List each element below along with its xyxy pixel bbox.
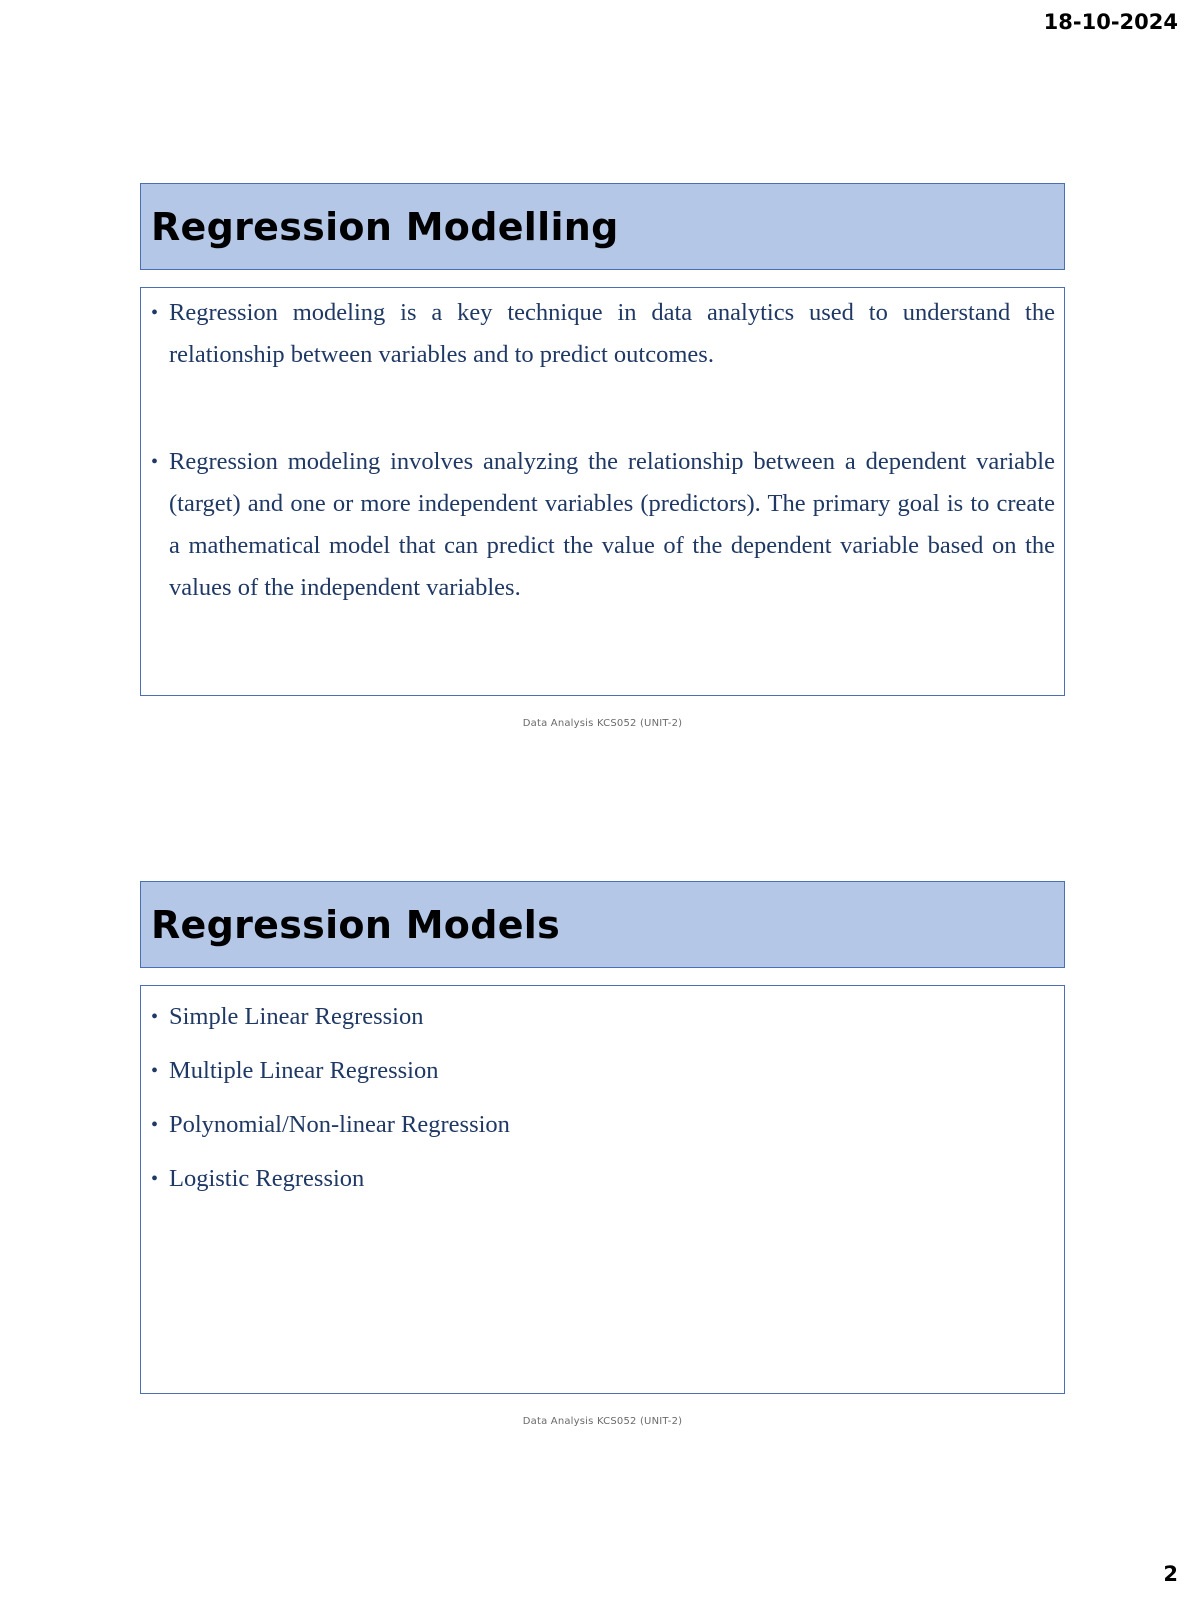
bullet-text: Multiple Linear Regression bbox=[169, 1057, 439, 1084]
bullet-icon: • bbox=[151, 1114, 159, 1136]
bullet-text: Regression modeling involves analyzing the relationship between a dependent variable (target) and one or more independent variables (predictors). The primary goal is to create a mathematical model that can predict the value of the dependent variable based on the values of the independent variables. bbox=[169, 448, 1055, 601]
bullet-item bbox=[149, 1098, 1055, 1152]
slide-title: Regression Modelling bbox=[151, 204, 619, 249]
bullet-icon: • bbox=[151, 1006, 159, 1028]
slide-content-box bbox=[140, 287, 1065, 696]
bullet-list bbox=[149, 990, 1055, 1206]
bullet-text: Polynomial/Non-linear Regression bbox=[169, 1111, 510, 1138]
bullet-item bbox=[149, 990, 1055, 1044]
slide-footer: Data Analysis KCS052 (UNIT-2) bbox=[522, 1416, 683, 1427]
slide-regression-modelling bbox=[140, 183, 1065, 729]
slide-regression-models bbox=[140, 881, 1065, 1427]
slide-title-box bbox=[140, 881, 1065, 968]
bullet-text: Simple Linear Regression bbox=[169, 1003, 424, 1030]
bullet-list bbox=[149, 292, 1055, 609]
bullet-icon: • bbox=[151, 1168, 159, 1190]
bullet-text: Regression modeling is a key technique in data analytics used to understand the relationship between variables and to predict outcomes. bbox=[169, 299, 1055, 368]
bullet-icon: • bbox=[151, 451, 159, 473]
slide-title-box bbox=[140, 183, 1065, 270]
slide-title: Regression Models bbox=[151, 902, 561, 947]
bullet-icon: • bbox=[151, 302, 159, 324]
bullet-item bbox=[149, 1044, 1055, 1098]
page-date: 18-10-2024 bbox=[1043, 10, 1178, 34]
bullet-icon: • bbox=[151, 1060, 159, 1082]
page-number: 2 bbox=[1163, 1562, 1178, 1586]
bullet-text: Logistic Regression bbox=[169, 1165, 365, 1192]
bullet-item bbox=[149, 441, 1055, 609]
slide-content-box bbox=[140, 985, 1065, 1394]
slide-footer: Data Analysis KCS052 (UNIT-2) bbox=[522, 718, 683, 729]
bullet-item bbox=[149, 292, 1055, 376]
bullet-item bbox=[149, 1152, 1055, 1206]
